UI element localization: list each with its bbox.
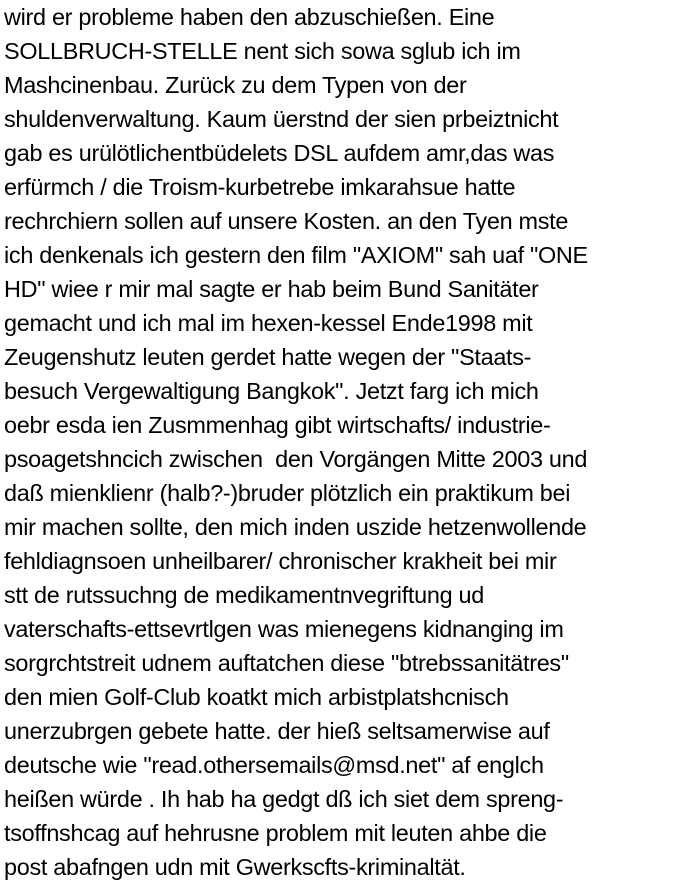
text-line: erfürmch / die Troism-kurbetrebe imkarahsue hatte (4, 174, 516, 200)
text-line: besuch Vergewaltigung Bangkok". Jetzt farg ich mich (4, 378, 539, 404)
text-line: rechrchiern sollen auf unsere Kosten. an den Tyen mste (4, 208, 569, 234)
text-line: ich denkenals ich gestern den film "AXIOM" sah uaf "ONE (4, 242, 588, 268)
text-line: fehldiagnsoen unheilbarer/ chronischer krakheit bei mir (4, 548, 557, 574)
text-line: sorgrchtstreit udnem auftatchen diese "btrebssanitätres" (4, 650, 569, 676)
text-line: mir machen sollte, den mich inden uszide hetzenwollende (4, 514, 587, 540)
text-line: shuldenverwaltung. Kaum üerstnd der sien prbeiztnicht (4, 106, 559, 132)
text-line: Zeugenshutz leuten gerdet hatte wegen der "Staats- (4, 344, 532, 370)
text-line: daß mienklienr (halb?-)bruder plötzlich ein praktikum bei (4, 480, 571, 506)
text-line: psoagetshncich zwischen den Vorgängen Mitte 2003 und (4, 446, 588, 472)
text-line: unerzubrgen gebete hatte. der hieß seltsamerwise auf (4, 718, 550, 744)
text-line: post abafngen udn mit Gwerkscfts-kriminaltät. (4, 854, 466, 880)
text-line: HD" wiee r mir mal sagte er hab beim Bund Sanitäter (4, 276, 539, 302)
body-text (4, 0, 684, 884)
text-line: den mien Golf-Club koatkt mich arbistplatshcnisch (4, 684, 509, 710)
text-line: heißen würde . Ih hab ha gedgt dß ich siet dem spreng- (4, 786, 564, 812)
text-line: tsoffnshcag auf hehrusne problem mit leuten ahbe die (4, 820, 547, 846)
text-line: gemacht und ich mal im hexen-kessel Ende1998 mit (4, 310, 533, 336)
text-line: wird er probleme haben den abzuschießen. Eine (4, 4, 495, 30)
text-line: gab es urülötlichentbüdelets DSL aufdem amr,das was (4, 140, 555, 166)
text-line: Mashcinenbau. Zurück zu dem Typen von der (4, 72, 467, 98)
text-line: deutsche wie "read.othersemails@msd.net" af englch (4, 752, 544, 778)
text-line: oebr esda ien Zusmmenhag gibt wirtschafts/ industrie- (4, 412, 551, 438)
text-line: SOLLBRUCH-STELLE nent sich sowa sglub ich im (4, 38, 521, 64)
text-line: stt de rutssuchng de medikamentnvegriftung ud (4, 582, 484, 608)
text-line: vaterschafts-ettsevrtlgen was mienegens kidnanging im (4, 616, 564, 642)
